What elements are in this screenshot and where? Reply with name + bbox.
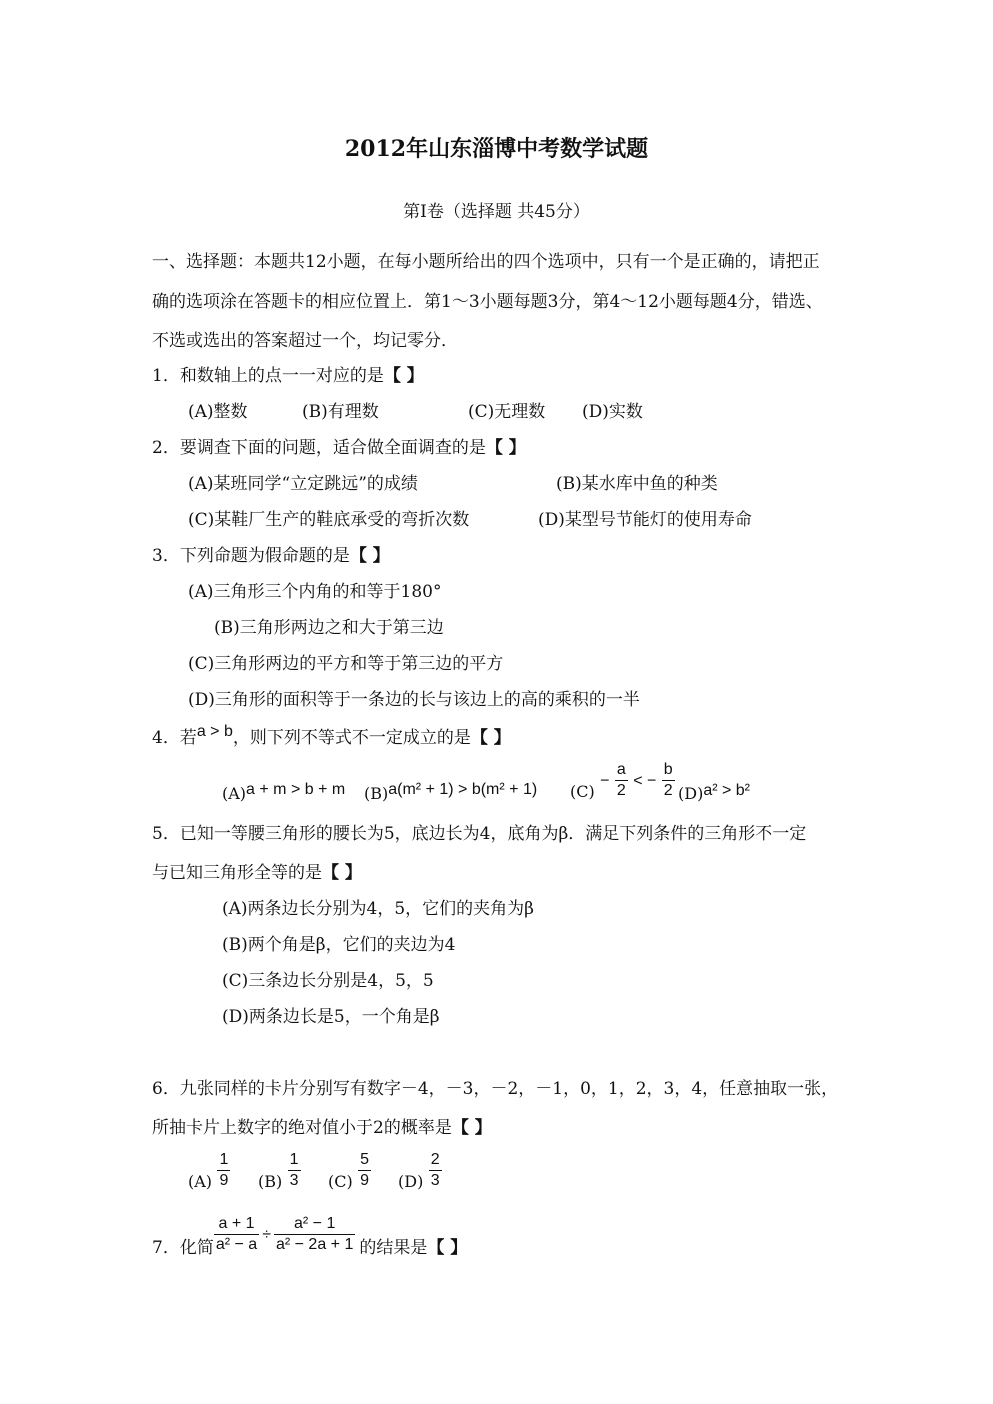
q4-option-d-expr: a² > b² (703, 782, 750, 799)
question-5-text: 与已知三角形全等的是 (152, 863, 322, 883)
page-title: 2012年山东淄博中考数学试题 (344, 136, 649, 162)
frac-numerator: 5 (358, 1152, 371, 1171)
answer-bracket: 【 】 (485, 438, 526, 458)
q7-frac-2 (274, 1216, 355, 1254)
q4-option-c-frac-1 (615, 762, 628, 800)
q1-option-b: (B)有理数 (302, 402, 379, 422)
q6-option-c (328, 1152, 371, 1190)
question-4-text-pre: 4．若 (152, 728, 197, 748)
section-subtitle: 第Ⅰ卷（选择题 共45分） (403, 202, 590, 222)
question-2-text: 2．要调查下面的问题，适合做全面调查的是 (152, 438, 486, 458)
q4-option-b-label: (B) (364, 784, 389, 803)
frac-denominator: a² − 2a + 1 (275, 1235, 354, 1253)
q6-option-d-label: (D) (398, 1172, 424, 1192)
question-1-text: 1．和数轴上的点一一对应的是 (152, 366, 384, 386)
instructions-line-3: 不选或选出的答案超过一个，均记零分． (152, 331, 458, 351)
q4-option-a-label: (A) (222, 784, 247, 803)
q4-option-c-frac-2 (662, 762, 675, 800)
q1-option-c: (C)无理数 (468, 402, 546, 422)
instructions-line-1: 一、选择题：本题共12小题，在每小题所给出的四个选项中，只有一个是正确的，请把正 (152, 252, 820, 272)
frac-numerator: 1 (288, 1152, 301, 1171)
answer-bracket: 【 】 (322, 863, 362, 883)
question-1-stem (152, 368, 424, 385)
q2-option-a: (A)某班同学“立定跳远”的成绩 (188, 474, 418, 494)
frac-numerator: a (615, 762, 628, 781)
q6-option-b-label: (B) (258, 1172, 283, 1192)
question-6-text: 所抽卡片上数字的绝对值小于2的概率是 (152, 1118, 452, 1138)
frac-denominator: 9 (360, 1171, 370, 1189)
question-4-text-post: ，则下列不等式不一定成立的是 (232, 728, 471, 748)
frac-denominator: 3 (430, 1171, 440, 1189)
q3-option-b: (B)三角形两边之和大于第三边 (214, 618, 444, 638)
question-7-stem (152, 1215, 468, 1259)
q4-condition: a > b (196, 723, 233, 740)
q6-option-c-frac (358, 1152, 371, 1190)
q7-divide-sign: ÷ (262, 1226, 271, 1244)
q3-option-a: (A)三角形三个内角的和等于180° (188, 582, 442, 602)
q6-option-a-frac (217, 1152, 230, 1190)
question-5-stem-line-2 (152, 865, 362, 882)
answer-bracket: 【 】 (451, 1118, 492, 1138)
q4-option-b (364, 781, 538, 803)
question-6-stem-line-2 (152, 1120, 492, 1137)
q5-option-c: (C)三条边长分别是4，5，5 (222, 971, 434, 991)
question-5-stem-line-1: 5．已知一等腰三角形的腰长为5，底边长为4，底角为β．满足下列条件的三角形不一定 (152, 824, 807, 844)
q4-option-c-relation: < − (633, 772, 657, 790)
instructions-line-2: 确的选项涂在答题卡的相应位置上．第1～3小题每题3分，第4～12小题每题4分，错选、 (152, 292, 823, 312)
q4-option-c (570, 762, 675, 800)
q2-option-c: (C)某鞋厂生产的鞋底承受的弯折次数 (188, 510, 470, 530)
q5-option-a: (A)两条边长分别为4，5，它们的夹角为β (222, 899, 535, 919)
frac-denominator: 2 (616, 781, 626, 799)
q4-option-c-label: (C) (570, 782, 595, 802)
q7-frac-1 (214, 1216, 259, 1254)
q6-option-b-frac (288, 1152, 301, 1190)
q6-option-d (398, 1152, 442, 1190)
frac-numerator: a² − 1 (274, 1216, 355, 1235)
q1-option-d: (D)实数 (582, 402, 643, 422)
question-7-text-pre: 7．化简 (152, 1238, 214, 1259)
frac-denominator: a² − a (215, 1235, 258, 1253)
answer-bracket: 【 】 (349, 546, 390, 566)
q4-option-d-label: (D) (678, 784, 704, 803)
frac-denominator: 2 (663, 781, 673, 799)
question-3-text: 3．下列命题为假命题的是 (152, 546, 350, 566)
q6-option-a (188, 1152, 230, 1190)
q4-option-a-expr: a + m > b + m (246, 781, 346, 798)
q4-option-a (222, 781, 346, 803)
answer-bracket: 【 】 (427, 1238, 468, 1259)
question-2-stem (152, 440, 526, 457)
q6-option-b (258, 1152, 301, 1190)
q1-option-a: (A)整数 (188, 402, 248, 422)
q6-option-c-label: (C) (328, 1172, 353, 1192)
question-7-text-post: 的结果是 (359, 1238, 428, 1259)
q3-option-d: (D)三角形的面积等于一条边的长与该边上的高的乘积的一半 (188, 690, 640, 710)
q5-option-d: (D)两条边长是5，一个角是β (222, 1007, 440, 1027)
q3-option-c: (C)三角形两边的平方和等于第三边的平方 (188, 654, 504, 674)
q4-option-d (678, 782, 750, 803)
q6-option-a-label: (A) (188, 1172, 213, 1192)
question-6-stem-line-1: 6．九张同样的卡片分别写有数字－4，－3，－2，－1，0，1，2，3，4，任意抽取一张， (152, 1079, 839, 1099)
q4-option-b-expr: a(m² + 1) > b(m² + 1) (388, 781, 538, 798)
frac-denominator: 3 (289, 1171, 299, 1189)
frac-numerator: 1 (217, 1152, 230, 1171)
frac-denominator: 9 (219, 1171, 229, 1189)
q6-option-d-frac (429, 1152, 442, 1190)
q2-option-d: (D)某型号节能灯的使用寿命 (538, 510, 752, 530)
frac-numerator: a + 1 (214, 1216, 259, 1235)
question-4-stem (152, 723, 511, 748)
frac-numerator: b (662, 762, 675, 781)
q4-option-c-minus: − (600, 772, 610, 790)
question-3-stem (152, 548, 390, 565)
answer-bracket: 【 】 (470, 728, 511, 748)
answer-bracket: 【 】 (383, 366, 424, 386)
q2-option-b: (B)某水库中鱼的种类 (556, 474, 718, 494)
q5-option-b: (B)两个角是β，它们的夹边为4 (222, 935, 456, 955)
frac-numerator: 2 (429, 1152, 442, 1171)
